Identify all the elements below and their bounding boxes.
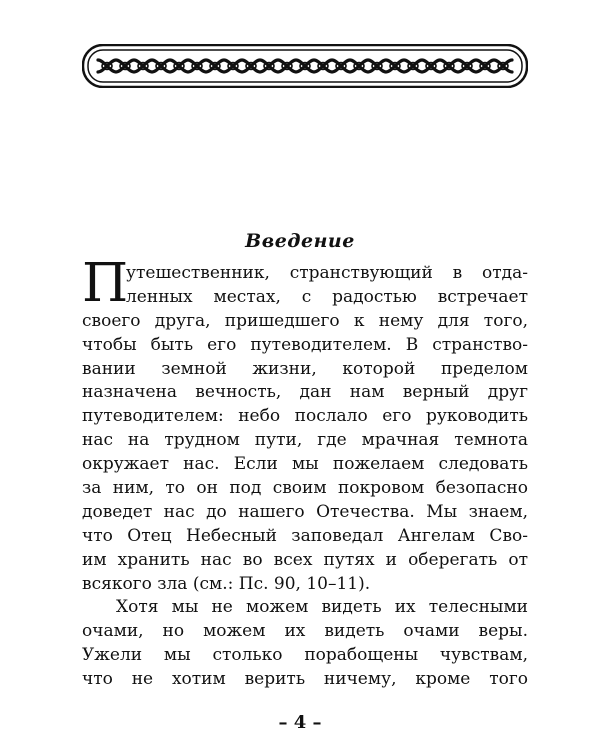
- text-line: доведет нас до нашего Отечества. Мы знаем,: [82, 501, 528, 522]
- text-line: что Отец Небесный заповедал Ангелам Сво-: [82, 525, 528, 546]
- text-line: всякого зла (см.: Пс. 90, 10–11).: [82, 573, 371, 594]
- text-line: им хранить нас во всех путях и оберегать от: [82, 549, 528, 570]
- text-line: утешественник, странствующий в отда-: [126, 263, 528, 283]
- text-line: очами, но можем их видеть очами веры.: [82, 621, 528, 642]
- body-text: [82, 253, 528, 692]
- text-line: что не хотим верить ничему, кроме того: [82, 669, 528, 690]
- text-line: своего друга, пришедшего к нему для того,: [82, 310, 528, 331]
- page-number: – 4 –: [278, 712, 322, 733]
- drop-cap: П: [82, 253, 129, 314]
- paragraph-1: [82, 253, 528, 596]
- text-line: Хотя мы не можем видеть их телесными: [116, 597, 528, 618]
- text-line: путеводителем: небо послало его руководить: [82, 406, 528, 427]
- chapter-title: Введение: [245, 230, 355, 252]
- text-line: ленных местах, с радостью встречает: [126, 286, 528, 307]
- text-line: Ужели мы столько порабощены чувствам,: [82, 645, 528, 666]
- text-line: вании земной жизни, которой пределом: [82, 358, 528, 379]
- paragraph-2: [82, 596, 528, 692]
- text-line: нас на трудном пути, где мрачная темнота: [82, 430, 528, 451]
- celtic-knot-border-icon: [82, 44, 528, 88]
- text-line: назначена вечность, дан нам верный друг: [82, 382, 528, 403]
- text-line: чтобы быть его путеводителем. В странство-: [82, 334, 528, 355]
- text-line: окружает нас. Если мы пожелаем следовать: [82, 454, 528, 475]
- text-line: за ним, то он под своим покровом безопасно: [82, 478, 528, 499]
